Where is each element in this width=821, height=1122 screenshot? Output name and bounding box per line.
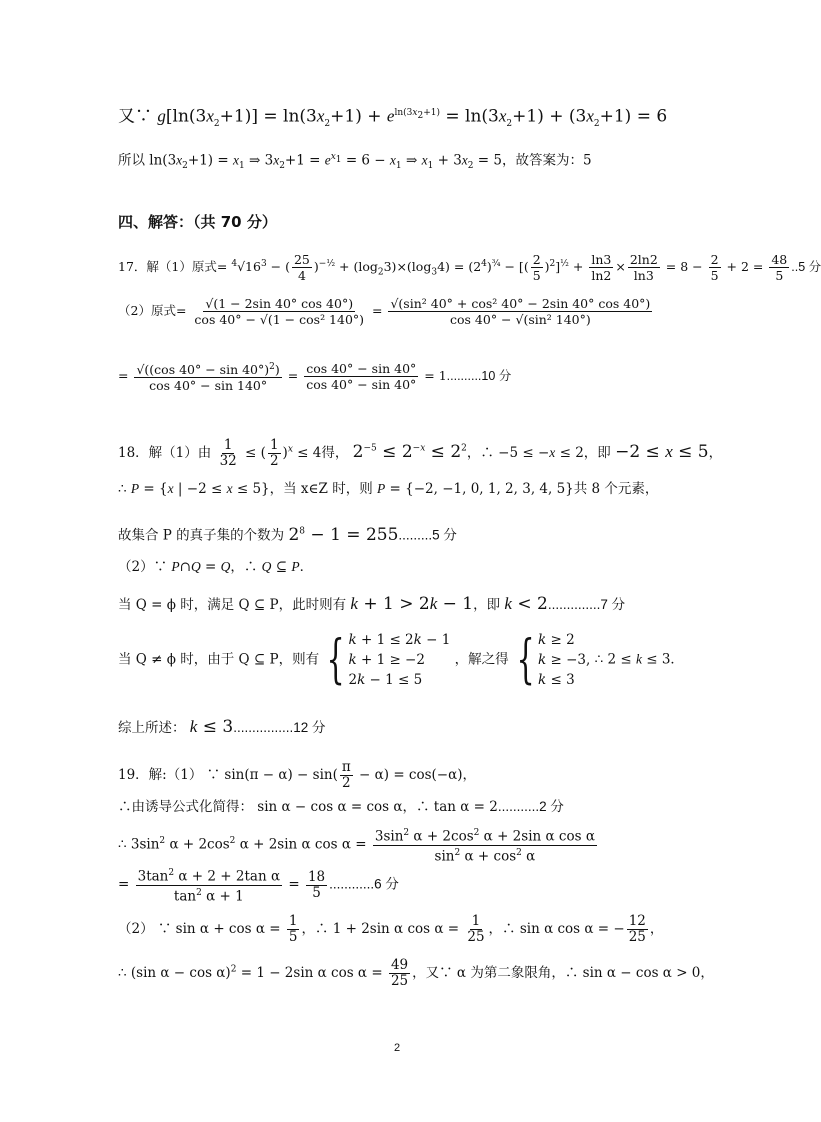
section-heading: 四、解答：（共 70 分） (118, 213, 277, 231)
text-suoyi: 所以 (118, 152, 145, 169)
page-number: 2 (393, 1042, 401, 1054)
problem-19-tan: ∴由诱导公式化简得： sin α − cos α = cos α，∴ tan α = 2...........2 分 (118, 799, 564, 815)
text-s19b: （2） (118, 921, 154, 937)
text-gu: 故集合 P 的真子集的个数为 (118, 527, 285, 544)
text-dang-xz: ，当 x∈Z 时，则 (269, 481, 373, 497)
text-s18b: （2） (118, 559, 154, 575)
text-zongshang: 综上所述： (118, 720, 186, 736)
problem-18-empty-case: 当 Q = ϕ 时，满足 Q ⊆ P，此时则有 k + 1 > 2k − 1，即 k < 2..............7 分 (118, 594, 626, 614)
text-s17: 17．解（1）原式= (118, 259, 228, 274)
problem-17-part1: 17．解（1）原式= $^4√16^3$ − ( $\frac{25}{4}$ )$^{-\frac{1}{2}} + (\log_23)\times(\log_34) = (2^4)^{\frac{3}{4}}$ − [( $\frac{2}{5}$ )$^2$]$^{\frac{1}{2}}$ + $\frac{\ln 3}{\ln 2}$ × $\frac{2\ln 2}{\ln 3}$ = 8 − $\frac{2}{5}$ + 2 = $\frac{48}{5}$ ..5 分 (118, 252, 821, 283)
score-17-1: ..5 分 (791, 260, 821, 274)
problem-17-part2-result: = $\frac{√((\cos 40^\circ - \sin 40^\circ)^2)}{\cos 40^\circ - \sin 140^\circ}$ = $\frac{\cos 40^\circ - \sin 40^\circ}{\cos 40^\circ - \sin 40^\circ}$ = 1..........10 分 (118, 361, 512, 394)
problem-18-nonempty-case: 当 Q ≠ ϕ 时，由于 Q ⊆ P，则有 { k + 1 ≤ 2k − 1 k + 1 ≥ −2 2k − 1 ≤ 5 ，解之得 { k ≥ 2 k ≥ −3, k ≤ 3 ∴ 2 ≤ k ≤ 3． (118, 630, 684, 690)
problem-18-part2: （2）∵ P∩Q = Q，∴ Q ⊆ P． (118, 559, 314, 575)
problem-18-conclusion: 综上所述： k ≤ 3................12 分 (118, 717, 326, 737)
problem-18-set-p: ∴ P = {x | −2 ≤ x ≤ 5}，当 x∈Z 时，则 P = {−2, −1, 0, 1, 2, 3, 4, 5}共 8 个元素， (118, 481, 659, 497)
problem-19-result: = $\frac{3\tan^2 \alpha + 2 + 2\tan \alpha}{\tan^2 \alpha + 1}$ = $\frac{18}{5}$ ............6 分 (118, 868, 399, 904)
problem-19-expression: ∴ $3\sin^2$ $\alpha + 2\cos^2$ α + 2sin α cos α = $\frac{3\sin^2 \alpha + 2\cos^2 \alpha + 2\sin \alpha \cos \alpha}{\sin^2 \alpha + \cos^2 \alpha}$ (118, 828, 595, 864)
text-youyin2: ，又∵ α 为第二象限角， (412, 965, 565, 981)
problem-18-part1: 18．解（1）由 $\frac{1}{32}$ ≤ ( $\frac{1}{2}$ )$^x$ ≤ 4得， $2^{-5} \le 2^{-x} \le 2^2$，∴ −5 ≤ −x ≤ 2，即 −2 ≤ x ≤ 5， (118, 437, 723, 469)
problem-19-part2: （2） ∵ sin α + cos α = $\frac{1}{5}$ ，∴ 1 + 2sin α cos α = $\frac{1}{25}$ ，∴ sin α cos α = − $\frac{12}{25}$ ， (118, 913, 664, 945)
score-19-2: ............6 分 (329, 876, 399, 892)
score-17-2: ..........10 分 (446, 369, 512, 384)
score-18-3: ................12 分 (233, 720, 326, 735)
text-dangq1: 当 Q ≠ ϕ 时，由于 Q ⊆ P，则有 (118, 651, 320, 668)
problem-19-part1: 19．解:（1） ∵ sin(π − α) − sin( $\frac{\pi}{2}$ − α) = cos(−α)， (118, 759, 476, 791)
text-youdao: ∴由诱导公式化简得： (118, 799, 253, 815)
text-s17b: （2）原式= (118, 303, 187, 318)
text-s19: 19．解:（1） (118, 767, 203, 783)
problem-17-part2: （2）原式= $\frac{√(1 - 2\sin 40^\circ \cos 40^\circ)}{\text{cos 40° − √(1 − cos² 140°)}}$ = $\frac{\text{√(sin² 40° + cos² 40° − 2sin 40° cos 40°)}}{\text{cos 40° − √(sin² 140°)}}$ (118, 296, 651, 327)
line-answer-5: 所以 $\ln(3x_2+1) = x_1$ ⇒ $3x_2+1 = e^{x_1} = 6 - x_1$ ⇒ $x_1 + 3x_2 = 5$，故答案为：5 (118, 152, 592, 172)
text-jiezhi: ，解之得 (454, 651, 509, 668)
text-dangq0: 当 Q = ϕ 时，满足 Q ⊆ P，此时则有 (118, 597, 347, 613)
problem-18-subsets: 故集合 P 的真子集的个数为 $2^8 - 1 = 255.........5$ 分 (118, 524, 457, 545)
score-18-1: .........5 分 (398, 527, 457, 543)
score-18-2: ..............7 分 (547, 597, 626, 612)
text-s18: 18．解（1）由 (118, 445, 212, 461)
text-youyin: 又∵ (118, 106, 152, 127)
text-gong8: 共 8 个元素， (573, 481, 659, 497)
score-19-1: ...........2 分 (497, 799, 564, 814)
line-g-equation: 又∵ $g[\ln(3x_2+1)] = \ln(3x_2+1) + e^{ln(3x_2+1)} = \ln(3x_2+1) + (3x_2+1) = 6$ (118, 106, 668, 130)
text-guda: ，故答案为：5 (502, 152, 592, 169)
problem-19-square: ∴ (sin α − cos α)$^2$ = 1 − 2sin α cos α = $\frac{49}{25}$ ，又∵ α 为第二象限角，∴ sin α − cos α > 0， (118, 957, 714, 989)
text-de: 得， (321, 445, 349, 461)
text-ji: ，即 (583, 445, 611, 461)
